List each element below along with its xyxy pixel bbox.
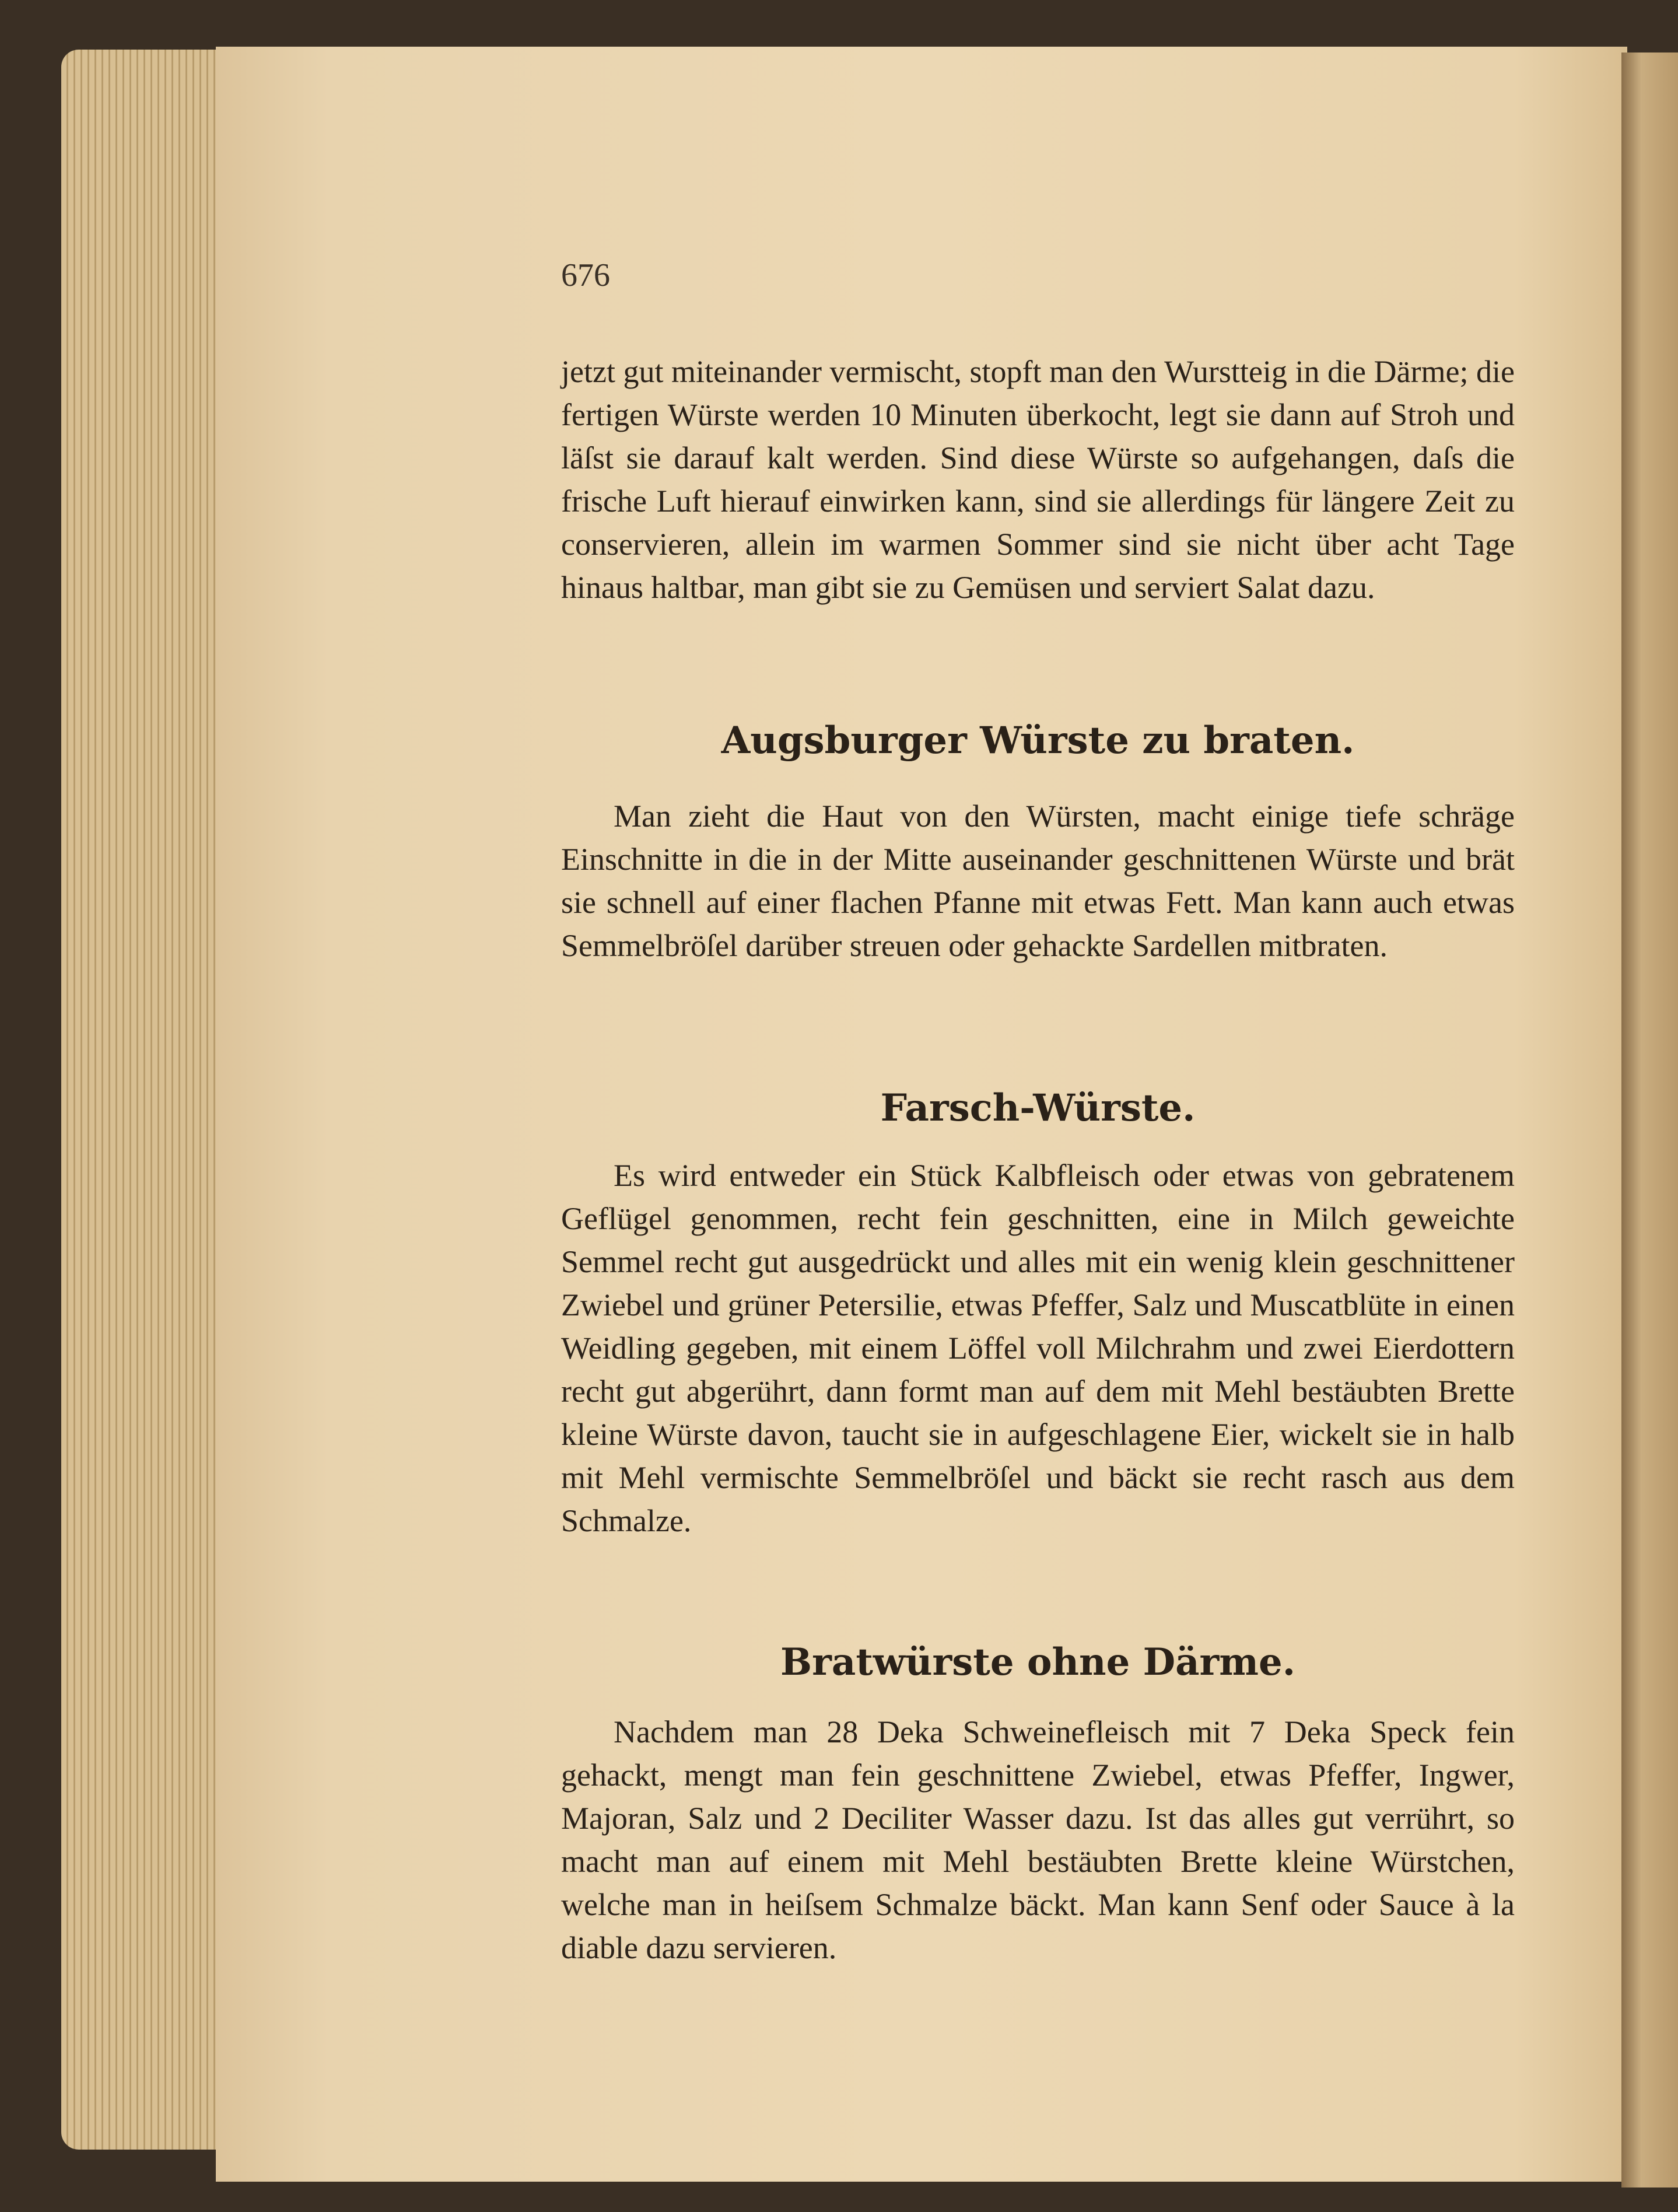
augsburger-paragraph: Man zieht die Haut von den Würsten, macht einige tiefe schräge Einschnitte in die in der Mitte auseinander geschnittenen Würste und brät sie schnell auf einer flachen Pfanne mit etwas Fett. Man kann auch etwas Semmelbröſel darüber streuen oder gehackte Sardellen mitbraten. [561,799,1515,963]
page-number: 676 [561,257,610,293]
heading-augsburger: Augsburger Würste zu braten. [721,719,1355,762]
bratwuerste-paragraph: Nachdem man 28 Deka Schweinefleisch mit 7 Deka Speck fein gehackt, mengt man fein geschnittene Zwiebel, etwas Pfeffer, Ingwer, Majoran, Salz und 2 Deciliter Wasser dazu. Ist das alles gut verrührt, so macht man auf einem mit Mehl bestäubten Brette kleine Würstchen, welche man in heiſsem Schmalze bäckt. Man kann Senf oder Sauce à la diable dazu servieren. [561,1714,1515,1965]
book-gutter [1621,52,1678,2188]
book-page-edges [61,50,236,2150]
farsch-paragraph: Es wird entweder ein Stück Kalbfleisch oder etwas von gebratenem Geflügel genommen, recht fein geschnitten, eine in Milch geweichte Semmel recht gut ausgedrückt und alles mit ein wenig klein geschnittener Zwiebel und grüner Petersilie, etwas Pfeffer, Salz und Muscatblüte in einen Weidling gegeben, mit einem Löffel voll Milchrahm und zwei Eierdottern recht gut abgerührt, dann formt man auf dem mit Mehl bestäubten Brette kleine Würste davon, taucht sie in aufgeschlagene Eier, wickelt sie in halb mit Mehl vermischte Semmelbröſel und bäckt sie recht rasch aus dem Schmalze. [561,1158,1515,1538]
heading-bratwuerste: Bratwürste ohne Därme. [780,1640,1295,1684]
intro-paragraph: jetzt gut miteinander vermischt, stopft man den Wurstteig in die Därme; die fertigen Würste werden 10 Minuten überkocht, legt sie dann auf Stroh und läſst sie darauf kalt werden. Sind diese Würste so aufgehangen, daſs die frische Luft hierauf einwirken kann, sind sie allerdings für längere Zeit zu conservieren, allein im warmen Sommer sind sie nicht über acht Tage hinaus haltbar, man gibt sie zu Gemüsen und serviert Salat dazu. [561,354,1515,605]
heading-farsch: Farsch-Würste. [880,1086,1196,1130]
